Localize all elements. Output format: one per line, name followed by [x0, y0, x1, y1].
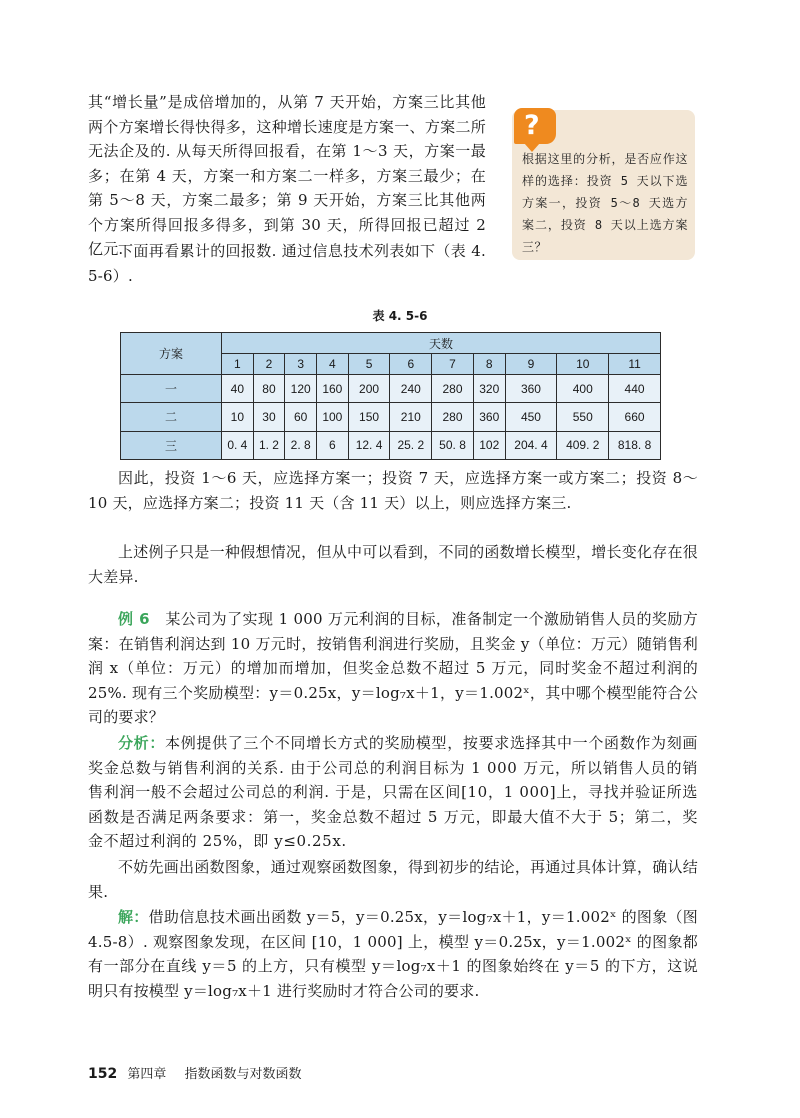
- day-header: 6: [390, 354, 432, 375]
- table-cell: 200: [348, 375, 390, 403]
- day-header: 9: [505, 354, 557, 375]
- paragraph-summary: 上述例子只是一种假想情况，但从中可以看到，不同的函数增长模型，增长变化存在很大差异.: [88, 543, 698, 586]
- table-cell: 12. 4: [348, 431, 390, 459]
- table-cell: 30: [253, 403, 285, 431]
- table-cell: 100: [317, 403, 349, 431]
- plan-label: 三: [121, 431, 222, 459]
- days-header: 天数: [222, 333, 661, 354]
- returns-table: [120, 332, 661, 460]
- paragraph-plot: 不妨先画出函数图象，通过观察函数图象，得到初步的结论，再通过具体计算，确认结果.: [88, 858, 698, 901]
- table-cell: 0. 4: [222, 431, 254, 459]
- page-number: 152: [88, 1066, 118, 1082]
- table-body: [121, 375, 661, 460]
- solution-text: 借助信息技术画出函数 y＝5，y＝0.25x，y＝log₇x＋1，y＝1.002ˣ 的图象（图 4.5-8）. 观察图象发现，在区间 [10，1 000] 上，模型 y＝0.25x，y＝1.002ˣ 的图象都有一部分在直线 y＝5 的上方，只有模型 y＝log₇x＋1 的图象始终在 y＝5 的下方，这说明只有按模型 y＝log₇x＋1 进行奖励时才符合公司的要求.: [88, 908, 699, 1000]
- table-cell: 440: [609, 375, 661, 403]
- plan-label: 二: [121, 403, 222, 431]
- table-cell: 2. 8: [285, 431, 317, 459]
- analysis-label: 分析：: [118, 734, 166, 752]
- day-header: 3: [285, 354, 317, 375]
- day-header: 5: [348, 354, 390, 375]
- table-cell: 150: [348, 403, 390, 431]
- table-row: [121, 375, 661, 403]
- day-header: 8: [473, 354, 505, 375]
- table-cell: 550: [557, 403, 609, 431]
- page-footer: [88, 1063, 302, 1082]
- table-cell: 409. 2: [557, 431, 609, 459]
- example-text: 某公司为了实现 1 000 万元利润的目标，准备制定一个激励销售人员的奖励方案：在销售利润达到 10 万元时，按销售利润进行奖励，且奖金 y（单位：万元）随销售利润 x（单位：万元）的增加而增加，但奖金总数不超过 5 万元，同时奖金不超过利润的 25%. 现有三个奖励模型：y＝0.25x，y＝log₇x＋1，y＝1.002ˣ，其中哪个模型能符合公司的要求？: [88, 610, 698, 726]
- table-cell: 6: [317, 431, 349, 459]
- table-row: [121, 431, 661, 459]
- day-header: 7: [432, 354, 474, 375]
- table-cell: 25. 2: [390, 431, 432, 459]
- table-row: [121, 403, 661, 431]
- table-cell: 280: [432, 375, 474, 403]
- table-cell: 360: [505, 375, 557, 403]
- solution: [88, 905, 698, 1003]
- analysis-text: 本例提供了三个不同增长方式的奖励模型，按要求选择其中一个函数作为刻画奖金总数与销售利润的关系. 由于公司总的利润目标为 1 000 万元，所以销售人员的销售利润一般不会超过公司总的利润. 于是，只需在区间[10，1 000]上，寻找并验证所选函数是否满足两条要求：第一，奖金总数不超过 5 万元，即最大值不大于 5；第二，奖金不超过利润的 25%，即 y≤0.25x.: [88, 734, 698, 850]
- table-cell: 60: [285, 403, 317, 431]
- table-caption: 表 4. 5-6: [372, 309, 428, 323]
- question-icon: [514, 108, 556, 144]
- table-cell: 400: [557, 375, 609, 403]
- plan-label: 一: [121, 375, 222, 403]
- table-cell: 102: [473, 431, 505, 459]
- example-6: [88, 607, 698, 730]
- analysis: [88, 731, 698, 854]
- table-cell: 280: [432, 403, 474, 431]
- day-header: 11: [609, 354, 661, 375]
- table-cell: 50. 8: [432, 431, 474, 459]
- paragraph-conclusion: 因此，投资 1～6 天，应选择方案一；投资 7 天，应选择方案一或方案二；投资 8～10 天，应选择方案二；投资 11 天（含 11 天）以上，则应选择方案三.: [88, 469, 698, 512]
- paragraph-cumulative: 下面再看累计的回报数. 通过信息技术列表如下（表 4. 5-6）.: [88, 242, 486, 285]
- table-cell: 360: [473, 403, 505, 431]
- table-cell: 818. 8: [609, 431, 661, 459]
- day-header: 10: [557, 354, 609, 375]
- table-cell: 10: [222, 403, 254, 431]
- example-label: 例 6: [118, 610, 150, 628]
- table-cell: 660: [609, 403, 661, 431]
- solution-label: 解：: [118, 908, 149, 926]
- table-cell: 120: [285, 375, 317, 403]
- table-cell: 1. 2: [253, 431, 285, 459]
- table-cell: 40: [222, 375, 254, 403]
- day-header: 4: [317, 354, 349, 375]
- paragraph-growth: 其“增长量”是成倍增加的，从第 7 天开始，方案三比其他两个方案增长得快得多，这种增长速度是方案一、方案二所无法企及的. 从每天所得回报看，在第 1～3 天，方案一最多；在第 4 天，方案一和方案二一样多，方案三最少；在第 5～8 天，方案二最多；第 9 天开始，方案三比其他两个方案所得回报多得多，到第 30 天，所得回报已超过 2 亿元.: [88, 93, 486, 258]
- table-cell: 320: [473, 375, 505, 403]
- corner-header: 方案: [121, 333, 222, 375]
- sidebar-text: 根据这里的分析，是否应作这样的选择：投资 5 天以下选方案一，投资 5～8 天选方案二，投资 8 天以上选方案三？: [522, 152, 688, 254]
- table-cell: 240: [390, 375, 432, 403]
- table-cell: 160: [317, 375, 349, 403]
- day-header: 1: [222, 354, 254, 375]
- chapter-title: 指数函数与对数函数: [184, 1067, 302, 1082]
- table-cell: 450: [505, 403, 557, 431]
- day-header: 2: [253, 354, 285, 375]
- table-cell: 80: [253, 375, 285, 403]
- table-cell: 204. 4: [505, 431, 557, 459]
- chapter-label: 第四章: [127, 1067, 167, 1082]
- question-glyph: ?: [524, 110, 540, 141]
- table-cell: 210: [390, 403, 432, 431]
